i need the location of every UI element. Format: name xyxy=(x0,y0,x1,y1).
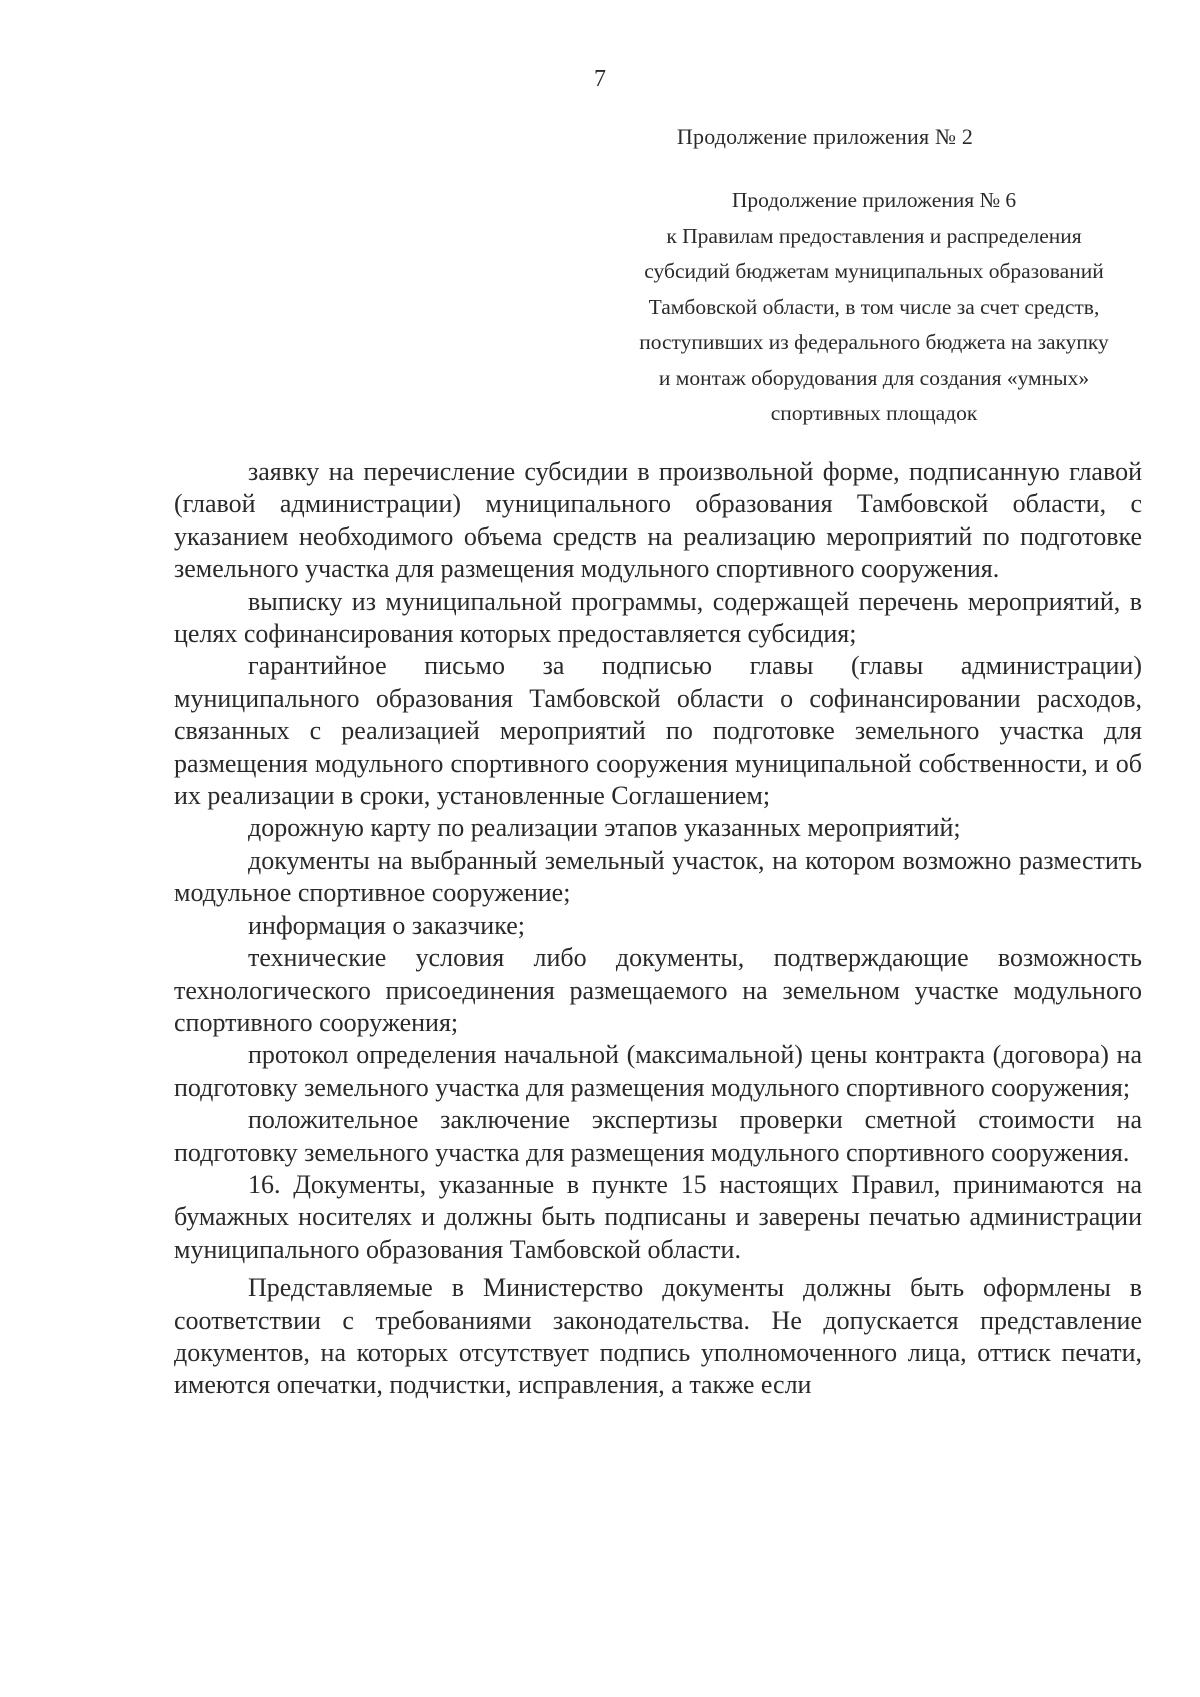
header-line: и монтаж оборудования для создания «умных» xyxy=(658,365,1090,390)
header-line: субсидий бюджетам муниципальных образований xyxy=(644,259,1104,283)
paragraph-document-requirements: Представляемые в Министерство документы должны быть оформлены в соответствии с требованиями законодательства. Не допускается представление документов, на которых отсутствует подпись уполномоченного лица, оттиск печати, имеются опечатки, подчистки, исправления, а также если xyxy=(174,1273,1142,1400)
header-line: Продолжение приложения № 6 xyxy=(731,188,1017,212)
paragraph-price-protocol: протокол определения начальной (максимальной) цены контракта (договора) на подготовку земельного участка для размещения модульного спортивного сооружения; xyxy=(174,1040,1142,1102)
appendix-continuation-label: Продолжение приложения № 2 xyxy=(676,124,974,149)
paragraph-section-16: 16. Документы, указанные в пункте 15 настоящих Правил, принимаются на бумажных носителях и должны быть подписаны и заверены печатью администрации муниципального образования Тамбовской области. xyxy=(174,1169,1142,1264)
paragraph-application-request: заявку на перечисление субсидии в произвольной форме, подписанную главой (главой администрации) муниципального образования Тамбовской области, с указанием необходимого объема средств на реализацию мероприятий по подготовке земельного участка для размещения модульного спортивного сооружения. xyxy=(174,457,1142,584)
paragraph-technical-conditions: технические условия либо документы, подтверждающие возможность технологического присоединения размещаемого на земельном участке модульного спортивного сооружения; xyxy=(174,943,1142,1037)
page-number: 7 xyxy=(594,66,606,92)
header-line: Тамбовской области, в том числе за счет средств, xyxy=(648,294,1100,319)
paragraph-roadmap: дорожную карту по реализации этапов указанных мероприятий; xyxy=(248,813,961,843)
document-body xyxy=(174,456,1142,1402)
header-line: спортивных площадок xyxy=(770,401,978,425)
paragraph-customer-info: информация о заказчике; xyxy=(248,910,525,940)
paragraph-program-extract: выписку из муниципальной программы, содержащей перечень мероприятий, в целях софинансирования которых предоставляется субсидия; xyxy=(174,586,1142,649)
paragraph-land-documents: документы на выбранный земельный участок, на котором возможно разместить модульное спортивное сооружение; xyxy=(174,845,1142,908)
paragraph-guarantee-letter: гарантийное письмо за подписью главы (главы администрации) муниципального образования Тамбовской области о софинансировании расходов, связанных с реализацией мероприятий по подготовке земельного участка для размещения модульного спортивного сооружения муниципальной собственности, и об их реализации в сроки, установленные Соглашением; xyxy=(174,651,1142,811)
header-line: поступивших из федерального бюджета на закупку xyxy=(639,330,1109,354)
header-line: к Правилам предоставления и распределения xyxy=(666,223,1082,248)
appendix-header-block xyxy=(594,183,1154,432)
paragraph-expert-conclusion: положительное заключение экспертизы проверки сметной стоимости на подготовку земельного участка для размещения модульного спортивного сооружения. xyxy=(174,1105,1142,1167)
